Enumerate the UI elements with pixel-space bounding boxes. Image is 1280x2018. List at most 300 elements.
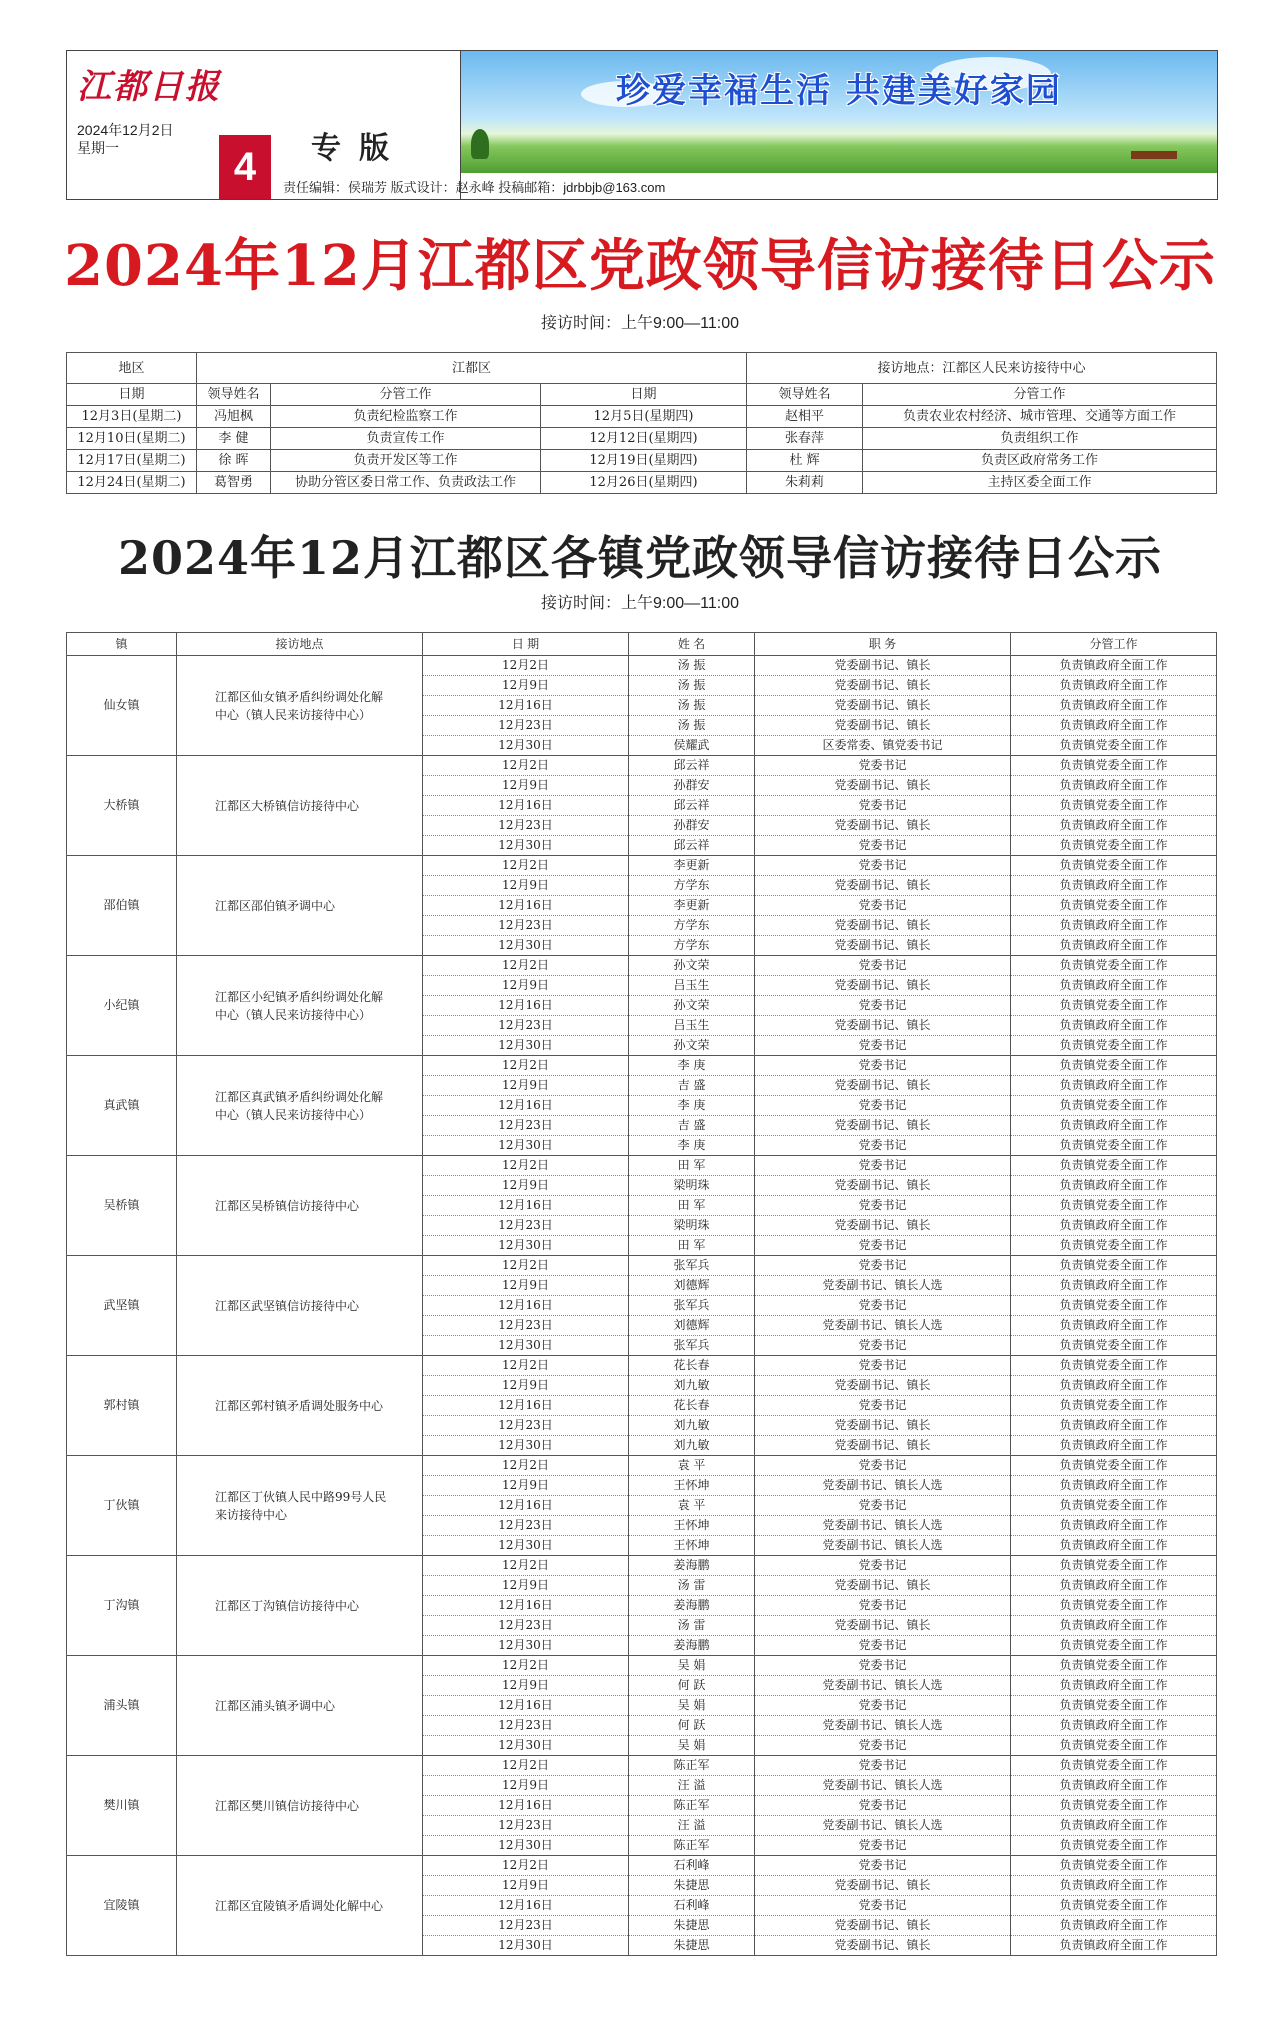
cell-position: 党委副书记、镇长人选 [755, 1516, 1011, 1536]
cell-duty: 负责镇党委全面工作 [1011, 1736, 1217, 1756]
cell-name: 汤 振 [629, 676, 755, 696]
cell-date: 12月9日 [423, 1176, 629, 1196]
cell-duty: 负责镇政府全面工作 [1011, 1476, 1217, 1496]
cell-leader: 徐 晖 [197, 450, 271, 472]
cell-date: 12月2日 [423, 1556, 629, 1576]
town-venue: 江都区仙女镇矛盾纠纷调处化解中心（镇人民来访接待中心） [177, 656, 423, 756]
cell-duty: 负责镇政府全面工作 [1011, 1376, 1217, 1396]
cell-duty: 负责镇党委全面工作 [1011, 1336, 1217, 1356]
table-row [67, 1756, 1217, 1776]
cell-date: 12月2日 [423, 1756, 629, 1776]
cell-date: 12月23日 [423, 1316, 629, 1336]
cell-position: 党委书记 [755, 1656, 1011, 1676]
cell-duty: 负责镇党委全面工作 [1011, 1656, 1217, 1676]
cell-position: 党委书记 [755, 1256, 1011, 1276]
towns-title: 2024年12月江都区各镇党政领导信访接待日公示 [117, 531, 1163, 585]
cell-date: 12月16日 [423, 696, 629, 716]
cell-name: 王怀坤 [629, 1536, 755, 1556]
cell-duty: 负责镇政府全面工作 [1011, 716, 1217, 736]
cell-date: 12月2日 [423, 856, 629, 876]
cell-date: 12月2日 [423, 1356, 629, 1376]
cell-duty: 负责镇政府全面工作 [1011, 1016, 1217, 1036]
cell-position: 党委副书记、镇长人选 [755, 1316, 1011, 1336]
cell-name: 刘九敏 [629, 1416, 755, 1436]
table-row [67, 406, 1217, 428]
cell-date: 12月23日 [423, 1916, 629, 1936]
cell-date: 12月16日 [423, 996, 629, 1016]
cell-name: 花长春 [629, 1396, 755, 1416]
cell-date: 12月5日(星期四) [541, 406, 747, 428]
column-header: 日期 [541, 384, 747, 406]
cell-duty: 协助分管区委日常工作、负责政法工作 [271, 472, 541, 494]
cell-position: 党委书记 [755, 836, 1011, 856]
cell-date: 12月23日 [423, 816, 629, 836]
cell-name: 李 庚 [629, 1096, 755, 1116]
town-name: 邵伯镇 [67, 856, 177, 956]
column-header: 职 务 [755, 633, 1011, 656]
cell-duty: 负责镇政府全面工作 [1011, 1276, 1217, 1296]
cell-date: 12月30日 [423, 1636, 629, 1656]
cell-duty: 负责组织工作 [863, 428, 1217, 450]
cell-position: 党委副书记、镇长 [755, 676, 1011, 696]
cell-duty: 负责镇政府全面工作 [1011, 1216, 1217, 1236]
cell-date: 12月16日 [423, 796, 629, 816]
cell-date: 12月30日 [423, 936, 629, 956]
cell-position: 党委书记 [755, 1696, 1011, 1716]
cell-duty: 负责镇党委全面工作 [1011, 1196, 1217, 1216]
cell-position: 党委书记 [755, 1456, 1011, 1476]
cell-position: 党委书记 [755, 1336, 1011, 1356]
town-name: 浦头镇 [67, 1656, 177, 1756]
cell-position: 党委书记 [755, 1496, 1011, 1516]
cell-name: 刘九敏 [629, 1436, 755, 1456]
column-header: 领导姓名 [747, 384, 863, 406]
cell-date: 12月10日(星期二) [67, 428, 197, 450]
cell-name: 汤 雷 [629, 1576, 755, 1596]
cell-name: 石利峰 [629, 1856, 755, 1876]
cell-duty: 负责镇政府全面工作 [1011, 1316, 1217, 1336]
cell-name: 方学东 [629, 916, 755, 936]
cell-position: 党委书记 [755, 856, 1011, 876]
banner-slogan: 珍爱幸福生活 共建美好家园 [616, 71, 1062, 111]
cell-duty: 负责镇党委全面工作 [1011, 856, 1217, 876]
cell-name: 吉 盛 [629, 1076, 755, 1096]
cell-date: 12月30日 [423, 736, 629, 756]
cell-duty: 负责镇党委全面工作 [1011, 996, 1217, 1016]
cell-position: 党委书记 [755, 996, 1011, 1016]
cell-position: 党委书记 [755, 1756, 1011, 1776]
cell-position: 党委副书记、镇长人选 [755, 1816, 1011, 1836]
cell-name: 吴 娟 [629, 1656, 755, 1676]
cell-name: 吕玉生 [629, 976, 755, 996]
cell-position: 党委副书记、镇长 [755, 1436, 1011, 1456]
cell-date: 12月30日 [423, 1336, 629, 1356]
cell-date: 12月23日 [423, 1416, 629, 1436]
cell-name: 何 跃 [629, 1716, 755, 1736]
issue-weekday: 星期一 [77, 140, 119, 156]
cell-position: 党委书记 [755, 1196, 1011, 1216]
cell-name: 方学东 [629, 936, 755, 956]
cell-name: 梁明珠 [629, 1176, 755, 1196]
cell-duty: 负责镇党委全面工作 [1011, 896, 1217, 916]
table-row [67, 656, 1217, 676]
cell-position: 党委副书记、镇长人选 [755, 1676, 1011, 1696]
cell-position: 党委副书记、镇长 [755, 1176, 1011, 1196]
cell-duty: 负责镇党委全面工作 [1011, 736, 1217, 756]
cell-duty: 负责镇党委全面工作 [1011, 1256, 1217, 1276]
table-row [67, 956, 1217, 976]
cell-date: 12月2日 [423, 1156, 629, 1176]
cell-name: 汤 振 [629, 716, 755, 736]
town-name: 武坚镇 [67, 1256, 177, 1356]
cell-date: 12月16日 [423, 1496, 629, 1516]
cell-position: 党委书记 [755, 956, 1011, 976]
cell-duty: 负责镇党委全面工作 [1011, 1036, 1217, 1056]
cell-leader: 赵相平 [747, 406, 863, 428]
table-row [67, 1856, 1217, 1876]
cell-position: 党委副书记、镇长 [755, 1576, 1011, 1596]
cell-name: 梁明珠 [629, 1216, 755, 1236]
cell-duty: 负责镇政府全面工作 [1011, 1416, 1217, 1436]
area-name: 江都区 [197, 353, 747, 384]
cell-position: 党委书记 [755, 1156, 1011, 1176]
cell-position: 党委书记 [755, 756, 1011, 776]
town-venue: 江都区武坚镇信访接待中心 [177, 1256, 423, 1356]
column-header: 日期 [67, 384, 197, 406]
cell-position: 党委书记 [755, 1356, 1011, 1376]
cell-duty: 负责镇政府全面工作 [1011, 916, 1217, 936]
cell-duty: 负责镇政府全面工作 [1011, 876, 1217, 896]
cell-position: 党委副书记、镇长 [755, 656, 1011, 676]
cell-duty: 负责镇政府全面工作 [1011, 1516, 1217, 1536]
cell-duty: 负责镇党委全面工作 [1011, 1896, 1217, 1916]
cell-position: 党委书记 [755, 1096, 1011, 1116]
cell-date: 12月30日 [423, 1436, 629, 1456]
cell-leader: 张春萍 [747, 428, 863, 450]
cell-name: 汤 雷 [629, 1616, 755, 1636]
cell-name: 陈正军 [629, 1756, 755, 1776]
cell-position: 党委书记 [755, 1396, 1011, 1416]
cell-position: 党委副书记、镇长 [755, 1116, 1011, 1136]
cell-duty: 负责镇党委全面工作 [1011, 796, 1217, 816]
cell-name: 张军兵 [629, 1256, 755, 1276]
cell-date: 12月23日 [423, 1616, 629, 1636]
cell-date: 12月9日 [423, 676, 629, 696]
towns-table [66, 632, 1217, 1956]
cell-name: 朱捷思 [629, 1876, 755, 1896]
cell-duty: 负责镇党委全面工作 [1011, 1836, 1217, 1856]
cell-date: 12月2日 [423, 1456, 629, 1476]
cell-date: 12月26日(星期四) [541, 472, 747, 494]
table-row [67, 1656, 1217, 1676]
cell-date: 12月23日 [423, 1216, 629, 1236]
town-name: 小纪镇 [67, 956, 177, 1056]
tree-icon [471, 129, 489, 159]
cell-duty: 负责镇政府全面工作 [1011, 1576, 1217, 1596]
cell-duty: 负责宣传工作 [271, 428, 541, 450]
cell-position: 党委副书记、镇长人选 [755, 1716, 1011, 1736]
cell-duty: 负责镇党委全面工作 [1011, 1096, 1217, 1116]
cell-date: 12月16日 [423, 1896, 629, 1916]
cell-name: 吴 娟 [629, 1736, 755, 1756]
issue-date [77, 121, 174, 157]
cell-position: 党委副书记、镇长 [755, 696, 1011, 716]
cell-duty: 负责镇党委全面工作 [1011, 1296, 1217, 1316]
cell-date: 12月16日 [423, 1196, 629, 1216]
cell-duty: 负责镇党委全面工作 [1011, 1456, 1217, 1476]
cell-date: 12月30日 [423, 1136, 629, 1156]
district-column-headers [67, 384, 1217, 406]
town-venue: 江都区大桥镇信访接待中心 [177, 756, 423, 856]
cell-duty: 负责镇政府全面工作 [1011, 776, 1217, 796]
cell-position: 党委书记 [755, 1856, 1011, 1876]
town-name: 真武镇 [67, 1056, 177, 1156]
cell-date: 12月2日 [423, 656, 629, 676]
towns-reception-time: 接访时间：上午9:00—11:00 [541, 595, 739, 612]
cell-position: 党委书记 [755, 1636, 1011, 1656]
cell-date: 12月16日 [423, 1396, 629, 1416]
editor-credits: 责任编辑：侯瑞芳 版式设计：赵永峰 投稿邮箱：jdrbbjb@163.com [283, 180, 666, 195]
column-header: 分管工作 [863, 384, 1217, 406]
cell-duty: 负责镇政府全面工作 [1011, 1936, 1217, 1956]
cell-position: 党委书记 [755, 1036, 1011, 1056]
cell-date: 12月24日(星期二) [67, 472, 197, 494]
cell-leader: 李 健 [197, 428, 271, 450]
cell-position: 党委副书记、镇长 [755, 776, 1011, 796]
table-row [67, 472, 1217, 494]
cell-duty: 负责镇政府全面工作 [1011, 1616, 1217, 1636]
cell-position: 党委副书记、镇长 [755, 1936, 1011, 1956]
cell-date: 12月2日 [423, 956, 629, 976]
cell-duty: 负责镇政府全面工作 [1011, 696, 1217, 716]
cell-date: 12月30日 [423, 836, 629, 856]
cell-position: 区委常委、镇党委书记 [755, 736, 1011, 756]
cell-duty: 负责镇政府全面工作 [1011, 1716, 1217, 1736]
cell-leader: 冯旭枫 [197, 406, 271, 428]
cell-position: 党委副书记、镇长人选 [755, 1776, 1011, 1796]
cell-position: 党委副书记、镇长 [755, 1376, 1011, 1396]
table-row [67, 1156, 1217, 1176]
cell-date: 12月30日 [423, 1036, 629, 1056]
table-row [67, 1056, 1217, 1076]
table-row [67, 856, 1217, 876]
issue-date-text: 2024年12月2日 [77, 122, 174, 138]
cell-position: 党委书记 [755, 1296, 1011, 1316]
cell-position: 党委副书记、镇长 [755, 716, 1011, 736]
cell-name: 陈正军 [629, 1836, 755, 1856]
cell-name: 孙群安 [629, 816, 755, 836]
cell-position: 党委书记 [755, 1136, 1011, 1156]
cell-duty: 负责镇党委全面工作 [1011, 1156, 1217, 1176]
cell-date: 12月9日 [423, 1476, 629, 1496]
cell-position: 党委书记 [755, 796, 1011, 816]
cell-date: 12月23日 [423, 1116, 629, 1136]
cell-position: 党委副书记、镇长 [755, 1016, 1011, 1036]
cell-position: 党委书记 [755, 1796, 1011, 1816]
town-name: 郭村镇 [67, 1356, 177, 1456]
cell-name: 孙文荣 [629, 956, 755, 976]
cell-date: 12月23日 [423, 1716, 629, 1736]
cell-name: 姜海鹏 [629, 1596, 755, 1616]
cell-date: 12月2日 [423, 1256, 629, 1276]
district-reception-time: 接访时间：上午9:00—11:00 [541, 315, 739, 332]
cell-name: 姜海鹏 [629, 1636, 755, 1656]
cell-date: 12月12日(星期四) [541, 428, 747, 450]
cell-name: 田 军 [629, 1196, 755, 1216]
town-name: 宜陵镇 [67, 1856, 177, 1956]
cell-name: 朱捷思 [629, 1936, 755, 1956]
table-row [67, 1556, 1217, 1576]
column-header: 分管工作 [271, 384, 541, 406]
cell-name: 吉 盛 [629, 1116, 755, 1136]
cell-position: 党委书记 [755, 1736, 1011, 1756]
cell-position: 党委副书记、镇长 [755, 876, 1011, 896]
town-venue: 江都区吴桥镇信访接待中心 [177, 1156, 423, 1256]
cell-name: 孙文荣 [629, 1036, 755, 1056]
cell-duty: 负责区政府常务工作 [863, 450, 1217, 472]
cell-name: 孙文荣 [629, 996, 755, 1016]
table-row [67, 756, 1217, 776]
cell-position: 党委副书记、镇长 [755, 1876, 1011, 1896]
cell-name: 刘九敏 [629, 1376, 755, 1396]
cell-name: 陈正军 [629, 1796, 755, 1816]
cell-name: 李 庚 [629, 1136, 755, 1156]
cell-date: 12月23日 [423, 1016, 629, 1036]
cell-date: 12月17日(星期二) [67, 450, 197, 472]
towns-rows [67, 656, 1217, 1956]
cell-name: 李 庚 [629, 1056, 755, 1076]
town-venue: 江都区邵伯镇矛调中心 [177, 856, 423, 956]
table-row [67, 1356, 1217, 1376]
cell-duty: 负责镇政府全面工作 [1011, 1076, 1217, 1096]
town-venue: 江都区真武镇矛盾纠纷调处化解中心（镇人民来访接待中心） [177, 1056, 423, 1156]
cell-name: 邱云祥 [629, 756, 755, 776]
cell-date: 12月16日 [423, 1596, 629, 1616]
banner-image [461, 51, 1217, 173]
cell-date: 12月30日 [423, 1836, 629, 1856]
cell-duty: 负责镇党委全面工作 [1011, 1236, 1217, 1256]
cell-date: 12月9日 [423, 1276, 629, 1296]
cell-leader: 朱莉莉 [747, 472, 863, 494]
cell-date: 12月19日(星期四) [541, 450, 747, 472]
cell-duty: 负责镇党委全面工作 [1011, 1356, 1217, 1376]
newspaper-logo: 江都日报 [77, 67, 221, 107]
cell-duty: 主持区委全面工作 [863, 472, 1217, 494]
cell-name: 朱捷思 [629, 1916, 755, 1936]
cell-name: 袁 平 [629, 1496, 755, 1516]
town-venue: 江都区浦头镇矛调中心 [177, 1656, 423, 1756]
cell-name: 李更新 [629, 856, 755, 876]
cell-duty: 负责镇党委全面工作 [1011, 756, 1217, 776]
cell-name: 刘德辉 [629, 1316, 755, 1336]
cell-date: 12月16日 [423, 1796, 629, 1816]
cell-duty: 负责镇党委全面工作 [1011, 1496, 1217, 1516]
column-header: 姓 名 [629, 633, 755, 656]
town-name: 丁伙镇 [67, 1456, 177, 1556]
cell-date: 12月16日 [423, 1696, 629, 1716]
cell-duty: 负责镇党委全面工作 [1011, 1696, 1217, 1716]
cell-name: 袁 平 [629, 1456, 755, 1476]
cell-date: 12月9日 [423, 976, 629, 996]
cell-position: 党委副书记、镇长 [755, 816, 1011, 836]
cell-name: 邱云祥 [629, 796, 755, 816]
district-table [66, 352, 1217, 494]
cell-duty: 负责镇政府全面工作 [1011, 1876, 1217, 1896]
cell-name: 方学东 [629, 876, 755, 896]
cell-position: 党委书记 [755, 1236, 1011, 1256]
cell-position: 党委书记 [755, 1056, 1011, 1076]
town-name: 仙女镇 [67, 656, 177, 756]
cell-position: 党委副书记、镇长 [755, 1216, 1011, 1236]
cell-duty: 负责镇政府全面工作 [1011, 816, 1217, 836]
cell-position: 党委副书记、镇长 [755, 1916, 1011, 1936]
cell-position: 党委副书记、镇长 [755, 1416, 1011, 1436]
cell-name: 汤 振 [629, 696, 755, 716]
cell-name: 汤 振 [629, 656, 755, 676]
cell-leader: 葛智勇 [197, 472, 271, 494]
district-rows [67, 406, 1217, 494]
towns-column-headers [67, 633, 1217, 656]
cell-name: 吴 娟 [629, 1696, 755, 1716]
cell-date: 12月16日 [423, 896, 629, 916]
cell-date: 12月9日 [423, 876, 629, 896]
area-label: 地区 [67, 353, 197, 384]
cell-position: 党委副书记、镇长 [755, 1076, 1011, 1096]
cell-position: 党委书记 [755, 1896, 1011, 1916]
cell-name: 邱云祥 [629, 836, 755, 856]
cell-duty: 负责镇党委全面工作 [1011, 1796, 1217, 1816]
cell-date: 12月2日 [423, 1056, 629, 1076]
cell-position: 党委副书记、镇长人选 [755, 1536, 1011, 1556]
cell-duty: 负责镇党委全面工作 [1011, 1556, 1217, 1576]
cell-date: 12月23日 [423, 1516, 629, 1536]
cell-duty: 负责镇党委全面工作 [1011, 1756, 1217, 1776]
cell-date: 12月16日 [423, 1296, 629, 1316]
table-row [67, 450, 1217, 472]
town-name: 大桥镇 [67, 756, 177, 856]
cell-duty: 负责镇政府全面工作 [1011, 1536, 1217, 1556]
cell-duty: 负责镇政府全面工作 [1011, 1776, 1217, 1796]
cell-name: 李更新 [629, 896, 755, 916]
cell-date: 12月9日 [423, 1576, 629, 1596]
cell-position: 党委书记 [755, 1596, 1011, 1616]
cell-position: 党委书记 [755, 896, 1011, 916]
town-venue: 江都区丁沟镇信访接待中心 [177, 1556, 423, 1656]
cell-name: 张军兵 [629, 1296, 755, 1316]
cell-date: 12月3日(星期二) [67, 406, 197, 428]
cell-duty: 负责镇政府全面工作 [1011, 1436, 1217, 1456]
cell-position: 党委副书记、镇长人选 [755, 1476, 1011, 1496]
cell-date: 12月9日 [423, 1876, 629, 1896]
town-name: 丁沟镇 [67, 1556, 177, 1656]
town-venue: 江都区宜陵镇矛盾调处化解中心 [177, 1856, 423, 1956]
cell-name: 何 跃 [629, 1676, 755, 1696]
cell-position: 党委副书记、镇长 [755, 1616, 1011, 1636]
page-number: 4 [219, 135, 271, 199]
cell-name: 孙群安 [629, 776, 755, 796]
cell-duty: 负责镇党委全面工作 [1011, 1136, 1217, 1156]
venue: 接访地点：江都区人民来访接待中心 [747, 353, 1217, 384]
section-name: 专版 [311, 131, 407, 166]
cell-position: 党委副书记、镇长 [755, 916, 1011, 936]
cell-duty: 负责开发区等工作 [271, 450, 541, 472]
cell-duty: 负责镇党委全面工作 [1011, 1396, 1217, 1416]
district-title: 2024年12月江都区党政领导信访接待日公示 [64, 233, 1216, 299]
cell-duty: 负责镇政府全面工作 [1011, 1816, 1217, 1836]
cell-duty: 负责镇政府全面工作 [1011, 1676, 1217, 1696]
cell-date: 12月30日 [423, 1736, 629, 1756]
cell-date: 12月9日 [423, 1076, 629, 1096]
